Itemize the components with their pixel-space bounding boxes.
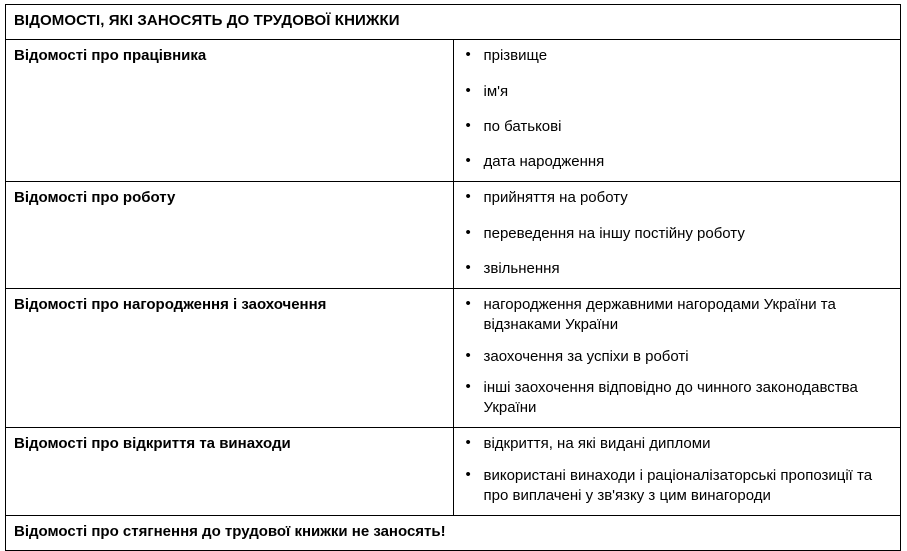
list-item: • використані винаходи і раціоналізаторські пропозиції та про виплачені у зв'язку з цим винагороди	[462, 466, 893, 507]
row-content-inventions	[453, 428, 901, 516]
bullet-list	[462, 46, 893, 172]
list-item: • нагородження державними нагородами України та відзнаками України	[462, 295, 893, 336]
info-table	[5, 4, 901, 551]
row-label-awards: Відомості про нагородження і заохочення	[6, 289, 454, 428]
list-item: • звільнення	[462, 259, 893, 279]
list-item: • прийняття на роботу	[462, 188, 893, 208]
table-row-title	[6, 5, 901, 40]
bullet-list	[462, 295, 893, 418]
row-content-employee	[453, 40, 901, 182]
bullet-list	[462, 188, 893, 279]
table-row	[6, 289, 901, 428]
row-label-employee: Відомості про працівника	[6, 40, 454, 182]
list-item: • дата народження	[462, 152, 893, 172]
table-row	[6, 428, 901, 516]
row-content-awards	[453, 289, 901, 428]
row-label-work: Відомості про роботу	[6, 182, 454, 289]
row-content-work	[453, 182, 901, 289]
table-title: ВІДОМОСТІ, ЯКІ ЗАНОСЯТЬ ДО ТРУДОВОЇ КНИЖКИ	[6, 5, 901, 40]
row-label-inventions: Відомості про відкриття та винаходи	[6, 428, 454, 516]
table-row	[6, 182, 901, 289]
table-row	[6, 40, 901, 182]
list-item: • відкриття, на які видані дипломи	[462, 434, 893, 454]
list-item: • інші заохочення відповідно до чинного законодавства України	[462, 378, 893, 419]
list-item: • переведення на іншу постійну роботу	[462, 224, 893, 244]
list-item: • прізвище	[462, 46, 893, 66]
list-item: • заохочення за успіхи в роботі	[462, 347, 893, 367]
list-item: • по батькові	[462, 117, 893, 137]
table-footer-note: Відомості про стягнення до трудової книжки не заносять!	[6, 516, 901, 551]
table-body	[6, 5, 901, 551]
bullet-list	[462, 434, 893, 506]
table-row-footer	[6, 516, 901, 551]
list-item: • ім'я	[462, 82, 893, 102]
